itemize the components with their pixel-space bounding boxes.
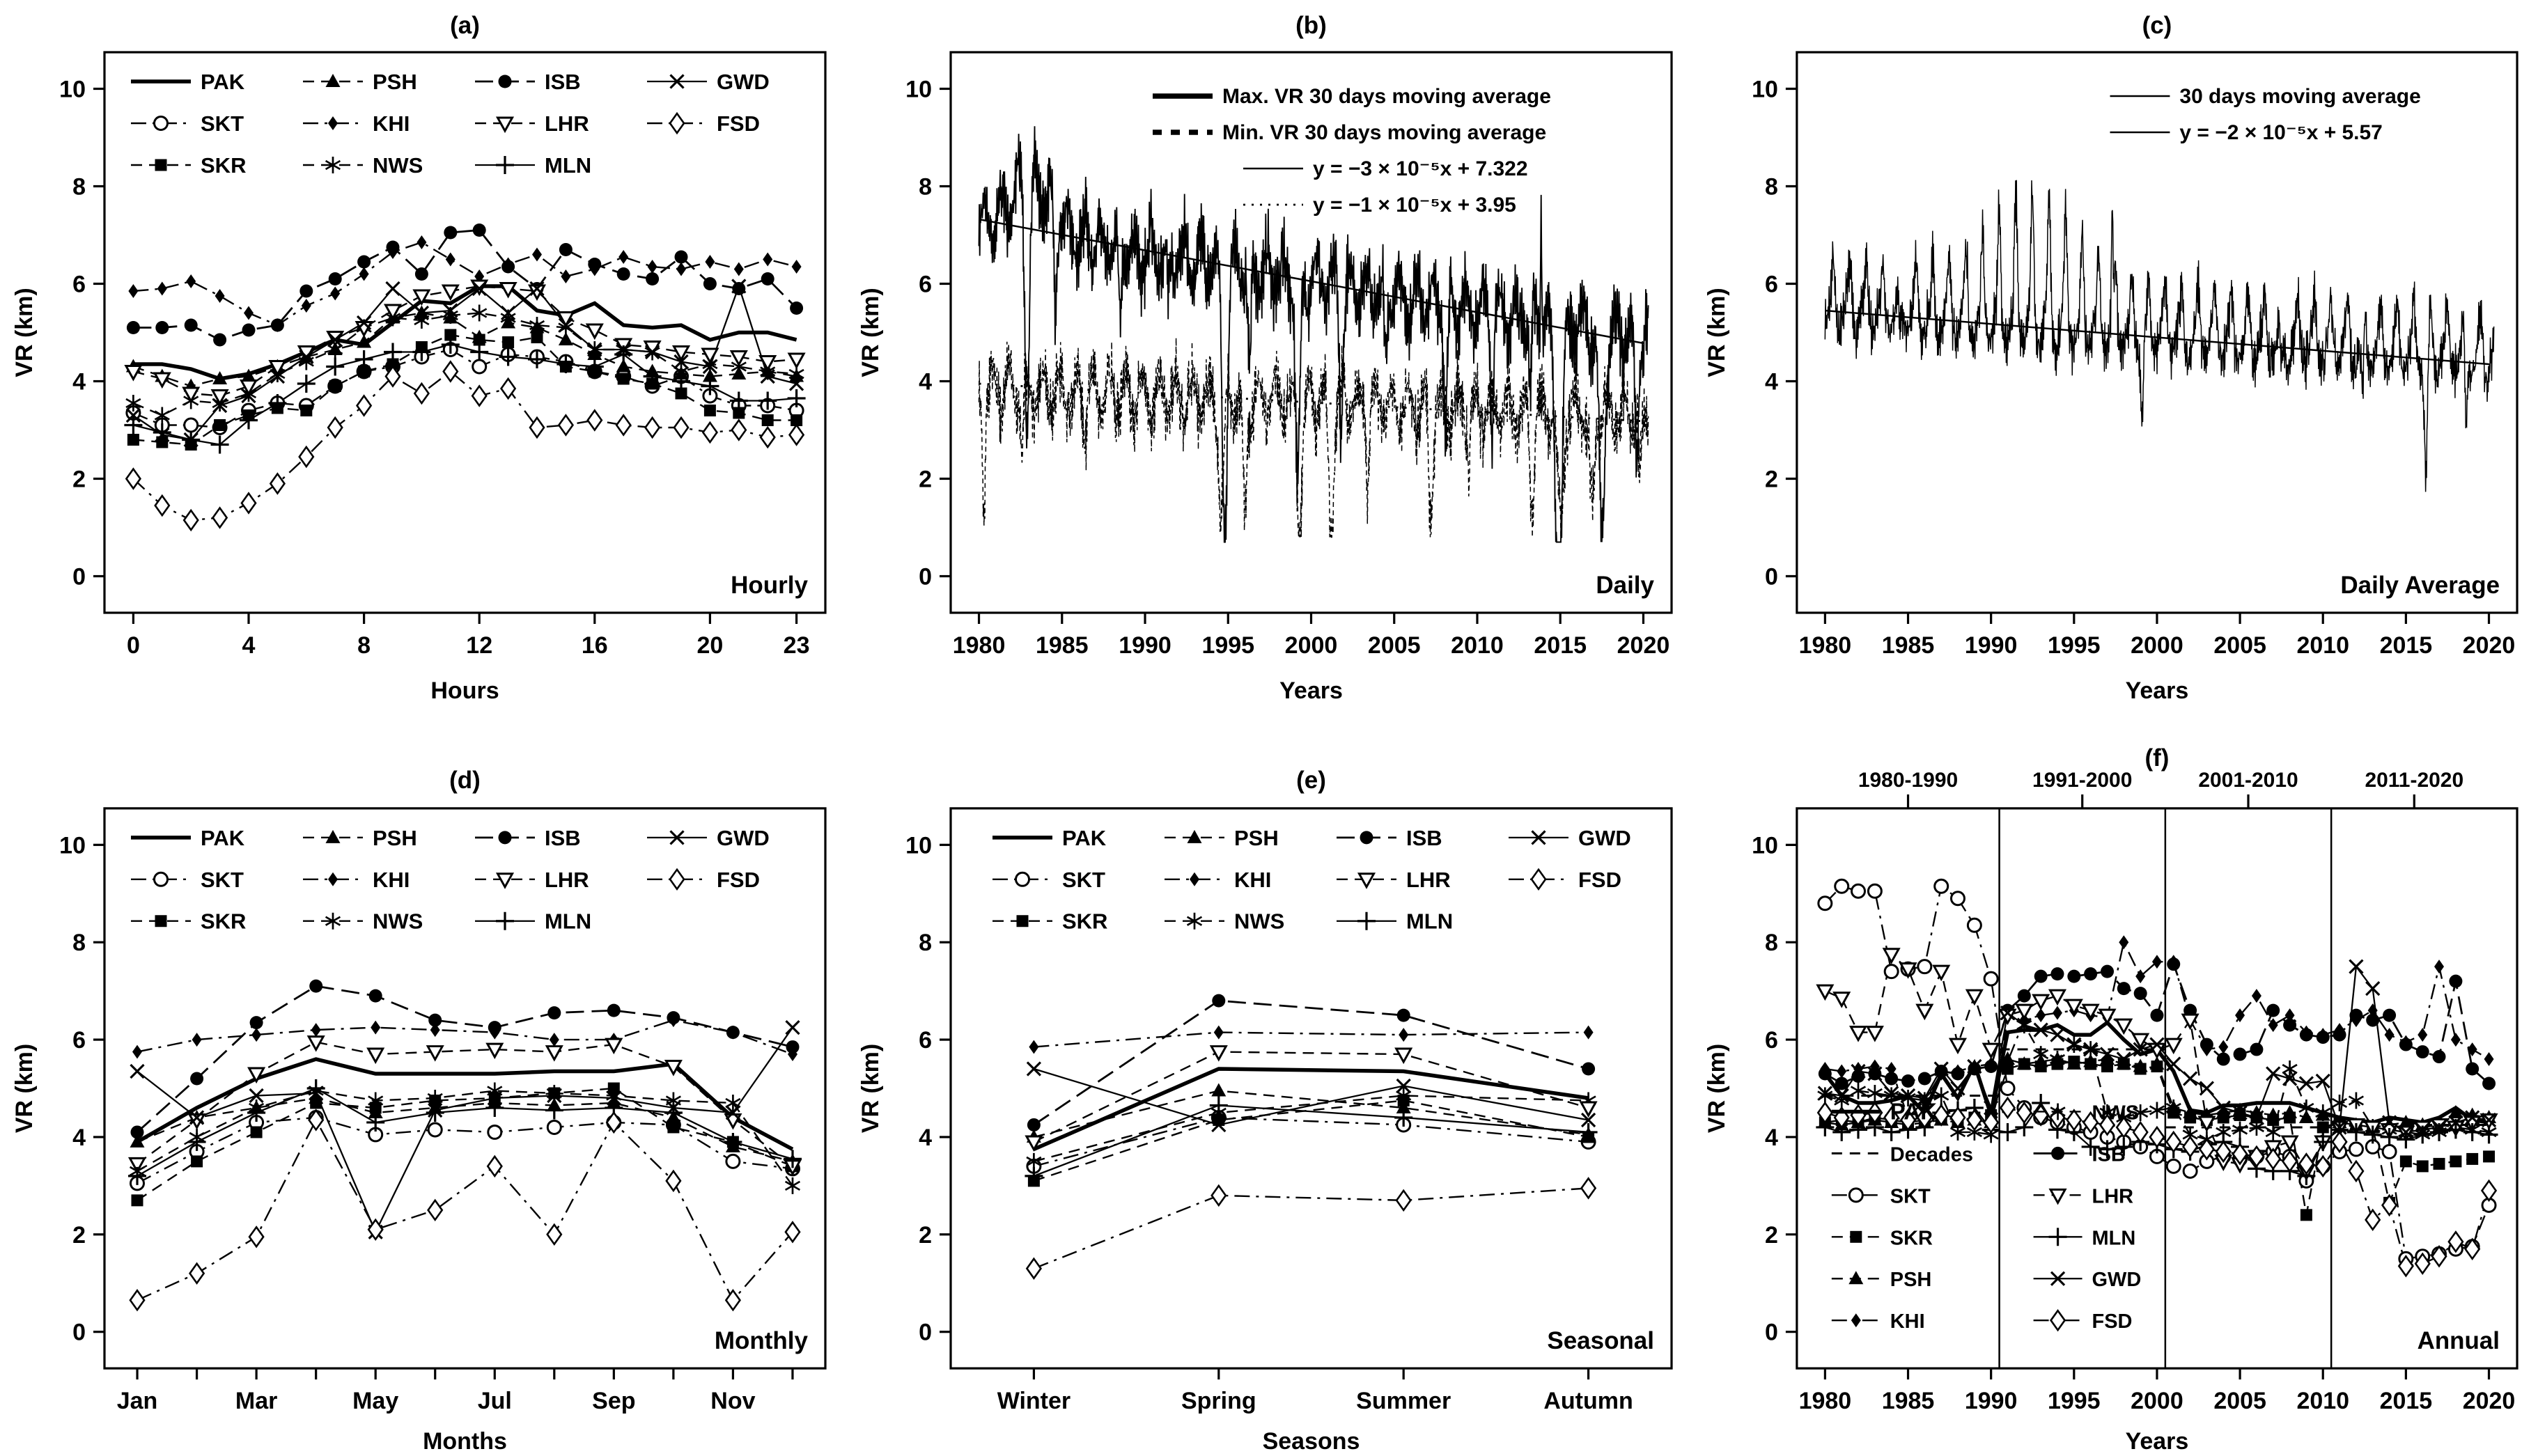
legend-item-PSH xyxy=(303,70,417,94)
legend-label: FSD xyxy=(717,111,760,136)
corner-label: Annual xyxy=(2417,1327,2500,1355)
y-tick-label: 10 xyxy=(1752,76,1778,103)
series-markers-NWS xyxy=(1027,1088,1596,1170)
legend-label: LHR xyxy=(1406,867,1451,892)
y-tick-label: 8 xyxy=(1765,173,1778,201)
legend-item-4 xyxy=(1243,194,1516,217)
x-tick-label: 2005 xyxy=(2213,632,2266,659)
x-tick-label: 2020 xyxy=(2462,632,2516,659)
series-line-PSH xyxy=(137,1098,793,1161)
y-tick-label: 2 xyxy=(1765,1221,1778,1248)
x-tick-label: Mar xyxy=(235,1388,278,1415)
plot-box xyxy=(104,808,825,1368)
noisy-series-min-vr-30day xyxy=(979,338,1649,537)
panel-title: (b) xyxy=(1295,12,1327,39)
legend-label: NWS xyxy=(373,909,423,934)
legend-label: GWD xyxy=(717,825,770,850)
panel-title: (d) xyxy=(449,766,481,794)
y-axis-label: VR (km) xyxy=(857,1043,885,1134)
y-tick-label: 6 xyxy=(919,1027,932,1054)
legend-item-1 xyxy=(1153,85,1551,108)
legend-item-SKR xyxy=(131,153,246,178)
legend-label: FSD xyxy=(2092,1310,2133,1333)
legend-item-NWS xyxy=(303,153,423,178)
decade-label: 2011-2020 xyxy=(2365,768,2464,792)
series-line-SKR xyxy=(133,335,796,445)
chart-monthly xyxy=(0,728,846,1456)
legend-item-Decades xyxy=(1832,1143,1973,1166)
series-line-MLN xyxy=(133,345,796,445)
legend-label: GWD xyxy=(717,70,770,94)
plot-box xyxy=(951,808,1672,1368)
legend-label: SKT xyxy=(1890,1185,1931,1208)
y-tick-label: 4 xyxy=(919,1124,932,1151)
y-tick-label: 10 xyxy=(905,832,932,859)
legend-item-2 xyxy=(1153,121,1546,144)
x-tick-label: Nov xyxy=(710,1388,756,1415)
decade-label: 1980-1990 xyxy=(1858,768,1959,792)
legend-item-1 xyxy=(2110,85,2421,108)
series-markers-SKT xyxy=(1027,1111,1595,1173)
legend-item-GWD xyxy=(2034,1269,2142,1291)
x-tick-label: 2000 xyxy=(2131,1388,2183,1415)
x-tick-label: 8 xyxy=(357,632,371,659)
legend-item-2 xyxy=(2110,121,2383,144)
legend-label: Min. VR 30 days moving average xyxy=(1222,121,1547,144)
y-axis-label: VR (km) xyxy=(857,288,884,377)
legend-label: GWD xyxy=(1578,825,1631,850)
legend-item-NWS xyxy=(1165,909,1284,934)
y-tick-label: 8 xyxy=(919,930,932,957)
legend-label: LHR xyxy=(545,111,589,136)
series-line-ISB xyxy=(133,230,796,340)
y-tick-label: 0 xyxy=(72,1319,86,1346)
legend-item-SKT xyxy=(992,868,1105,892)
legend-item-MLN xyxy=(475,153,591,178)
series-line-KHI xyxy=(1034,1033,1588,1047)
x-tick-label: 1995 xyxy=(2048,632,2101,659)
legend-item-MLN xyxy=(1337,909,1453,934)
y-tick-label: 8 xyxy=(72,173,86,201)
series-line-MLN xyxy=(1034,1105,1588,1175)
y-tick-label: 4 xyxy=(72,1124,86,1151)
x-tick-label: 2015 xyxy=(2379,1388,2433,1415)
x-tick-label: 1985 xyxy=(1881,1388,1935,1415)
legend-label: SKT xyxy=(1062,867,1105,892)
legend-item-3 xyxy=(1243,157,1528,180)
panel-c xyxy=(1692,0,2538,728)
series-markers-GWD xyxy=(127,280,803,447)
legend-item-PAK xyxy=(992,826,1107,850)
legend-label: MLN xyxy=(545,909,592,934)
series-markers-SKT xyxy=(127,343,803,435)
decade-label: 2001-2010 xyxy=(2198,768,2298,792)
x-tick-label: 4 xyxy=(242,632,256,659)
legend-item-NWS xyxy=(303,909,423,934)
x-tick-label: Summer xyxy=(1356,1388,1451,1415)
legend-item-LHR xyxy=(2034,1185,2134,1207)
legend-label: NWS xyxy=(2092,1102,2140,1125)
legend-label: ISB xyxy=(1406,825,1442,850)
corner-label: Hourly xyxy=(731,572,808,599)
corner-label: Daily xyxy=(1596,572,1654,599)
chart-daily-average xyxy=(1692,0,2538,728)
chart-seasonal xyxy=(846,728,1692,1456)
legend-label: NWS xyxy=(1234,909,1285,934)
legend-label: NWS xyxy=(373,153,423,178)
legend-item-GWD xyxy=(1509,826,1631,850)
x-tick-label: Spring xyxy=(1181,1388,1256,1415)
legend-label: KHI xyxy=(373,111,410,136)
legend-item-ISB xyxy=(475,70,581,94)
legend-item-SKT xyxy=(131,111,244,136)
legend-label: FSD xyxy=(1578,867,1621,892)
y-axis-label: VR (km) xyxy=(11,288,38,377)
legend-item-PSH xyxy=(1165,826,1279,850)
panel-title: (a) xyxy=(450,12,480,39)
legend-item-PAK xyxy=(131,826,245,850)
series-line-KHI xyxy=(137,1020,793,1054)
legend-label: PSH xyxy=(1890,1269,1932,1292)
y-tick-label: 4 xyxy=(919,368,932,396)
legend-label: FSD xyxy=(717,867,760,892)
series-line-GWD xyxy=(137,1028,793,1232)
x-tick-label: 1990 xyxy=(1119,632,1171,659)
x-axis-label: Seasons xyxy=(1262,1428,1360,1455)
x-tick-label: 1980 xyxy=(1798,1388,1852,1415)
legend-item-LHR xyxy=(475,111,589,136)
y-tick-label: 4 xyxy=(1765,1124,1778,1151)
legend-item-FSD xyxy=(1509,868,1621,892)
legend-item-LHR xyxy=(1337,868,1451,892)
y-tick-label: 6 xyxy=(72,271,86,298)
legend-item-SKT xyxy=(131,868,244,892)
x-tick-label: Jul xyxy=(477,1388,512,1415)
panel-f xyxy=(1692,728,2538,1456)
y-tick-label: 6 xyxy=(1765,271,1778,298)
legend-label: SKR xyxy=(1062,909,1108,934)
y-tick-label: 6 xyxy=(72,1027,86,1054)
series-line-MLN xyxy=(137,1088,793,1176)
y-tick-label: 2 xyxy=(919,1221,932,1248)
legend-label: PAK xyxy=(201,825,245,850)
legend-label: PSH xyxy=(373,825,417,850)
legend-item-FSD xyxy=(2034,1310,2133,1333)
series-line-FSD xyxy=(133,372,796,521)
y-tick-label: 6 xyxy=(1765,1027,1778,1054)
x-tick-label: Jan xyxy=(116,1388,158,1415)
x-tick-label: 1985 xyxy=(1035,632,1089,659)
legend-label: MLN xyxy=(545,153,592,178)
series-line-KHI xyxy=(133,242,796,325)
series-markers-ISB xyxy=(131,980,800,1139)
legend-item-SKR xyxy=(131,909,246,934)
legend-item-MLN xyxy=(2034,1227,2136,1249)
legend-label: GWD xyxy=(2092,1269,2142,1292)
series-line-LHR xyxy=(1034,1052,1588,1142)
x-tick-label: May xyxy=(352,1388,399,1415)
x-tick-label: 1980 xyxy=(952,632,1006,659)
panel-title: (c) xyxy=(2142,11,2172,40)
y-tick-label: 0 xyxy=(919,563,932,590)
legend-label: ISB xyxy=(545,825,581,850)
series-markers-SKT xyxy=(131,1111,800,1189)
y-axis-label: VR (km) xyxy=(1703,288,1730,377)
x-tick-label: 2005 xyxy=(1367,632,1421,659)
legend-label: Max. VR 30 days moving average xyxy=(1222,85,1551,108)
y-tick-label: 4 xyxy=(1765,368,1778,396)
y-tick-label: 2 xyxy=(1765,466,1778,493)
panel-e xyxy=(846,728,1692,1456)
x-tick-label: 16 xyxy=(581,632,608,659)
x-tick-label: 2010 xyxy=(1451,632,1504,659)
x-axis-label: Hours xyxy=(430,678,499,704)
y-tick-label: 0 xyxy=(919,1319,932,1346)
x-tick-label: 1995 xyxy=(2048,1388,2101,1415)
y-tick-label: 8 xyxy=(1765,930,1778,957)
legend-item-KHI xyxy=(303,111,410,136)
series-line-SKT xyxy=(133,350,796,428)
noisy-series-daily-average-30day xyxy=(1825,180,2493,492)
x-tick-label: Autumn xyxy=(1543,1388,1633,1415)
legend-label: Decades xyxy=(1890,1143,1973,1166)
legend-label: y = −2 × 10⁻⁵x + 5.57 xyxy=(2179,120,2383,145)
legend-item-LHR xyxy=(475,868,589,892)
legend-label: y = −3 × 10⁻⁵x + 7.322 xyxy=(1313,157,1528,180)
x-tick-label: 2015 xyxy=(1534,632,1587,659)
y-tick-label: 0 xyxy=(72,563,86,590)
legend-label: KHI xyxy=(1234,867,1272,892)
panel-d xyxy=(0,728,846,1456)
legend-label: 30 days moving average xyxy=(2179,84,2421,109)
x-axis-label: Years xyxy=(2125,1428,2189,1455)
x-tick-label: 2010 xyxy=(2296,632,2350,659)
legend-label: SKR xyxy=(201,153,247,178)
legend-item-KHI xyxy=(1832,1310,1925,1333)
x-tick-label: 1995 xyxy=(1201,632,1255,659)
decade-label: 1991-2000 xyxy=(2032,768,2133,792)
series-line-ISB xyxy=(1034,1001,1588,1125)
legend-item-PSH xyxy=(303,826,417,850)
legend-label: SKR xyxy=(1890,1227,1933,1250)
noisy-series-max-vr-30day xyxy=(979,126,1649,542)
legend-item-MLN xyxy=(475,909,591,934)
legend-label: LHR xyxy=(2092,1185,2134,1208)
legend-item-ISB xyxy=(475,826,581,850)
y-tick-label: 8 xyxy=(72,930,86,957)
x-tick-label: 12 xyxy=(466,632,493,659)
legend-item-GWD xyxy=(647,826,770,850)
series-markers-KHI xyxy=(1029,1026,1593,1054)
legend-label: MLN xyxy=(1406,909,1454,934)
x-tick-label: 2000 xyxy=(1284,632,1338,659)
y-tick-label: 10 xyxy=(1752,832,1778,859)
legend-item-FSD xyxy=(647,868,760,892)
legend-label: y = −1 × 10⁻⁵x + 3.95 xyxy=(1313,194,1516,217)
x-tick-label: 20 xyxy=(696,632,724,659)
y-tick-label: 4 xyxy=(72,368,86,396)
legend-item-PAK xyxy=(131,70,245,94)
legend-item-SKT xyxy=(1832,1185,1931,1207)
corner-label: Monthly xyxy=(714,1327,809,1355)
legend-label: ISB xyxy=(545,70,581,94)
x-axis-label: Years xyxy=(1279,678,1343,704)
x-tick-label: Winter xyxy=(997,1388,1071,1415)
legend-item-SKR xyxy=(1832,1227,1933,1249)
legend-label: PSH xyxy=(373,70,417,94)
y-tick-label: 8 xyxy=(919,173,932,201)
x-tick-label: 1990 xyxy=(1964,632,2018,659)
legend-item-ISB xyxy=(2034,1143,2126,1166)
legend-label: KHI xyxy=(373,867,410,892)
legend-item-KHI xyxy=(1165,868,1271,892)
x-tick-label: 2010 xyxy=(2296,1388,2350,1415)
series-line-LHR xyxy=(133,286,796,396)
legend-item-FSD xyxy=(647,111,760,136)
y-tick-label: 2 xyxy=(72,466,86,493)
corner-label: Daily Average xyxy=(2340,571,2500,600)
legend-label: MLN xyxy=(2092,1227,2136,1250)
y-tick-label: 10 xyxy=(59,832,86,859)
legend-label: PAK xyxy=(1062,825,1107,850)
y-tick-label: 6 xyxy=(919,271,932,298)
y-axis-label: VR (km) xyxy=(1703,1043,1730,1134)
legend-label: PAK xyxy=(1890,1098,1937,1125)
legend-item-GWD xyxy=(647,70,770,94)
y-tick-label: 0 xyxy=(1765,1319,1778,1346)
legend-label: PSH xyxy=(1234,825,1279,850)
legend-label: LHR xyxy=(545,867,589,892)
x-tick-label: 2015 xyxy=(2379,632,2433,659)
y-tick-label: 2 xyxy=(919,466,932,493)
x-tick-label: 2020 xyxy=(1617,632,1670,659)
series-line-PAK xyxy=(1034,1069,1588,1149)
legend-item-ISB xyxy=(1337,826,1442,850)
x-axis-label: Years xyxy=(2125,677,2189,705)
legend-item-PSH xyxy=(1832,1269,1932,1291)
panel-title: (e) xyxy=(1296,766,1326,794)
series-line-FSD xyxy=(137,1120,793,1300)
x-axis-label: Months xyxy=(423,1428,507,1455)
x-tick-label: 2020 xyxy=(2462,1388,2516,1415)
series-line-FSD xyxy=(1034,1188,1588,1268)
x-tick-label: Sep xyxy=(592,1388,636,1415)
x-tick-label: 2005 xyxy=(2213,1388,2266,1415)
legend-label: KHI xyxy=(1890,1310,1925,1333)
x-tick-label: 1985 xyxy=(1881,632,1935,659)
chart-annual xyxy=(1692,728,2538,1456)
plot-box xyxy=(104,52,825,613)
legend-label: SKT xyxy=(201,111,244,136)
series-markers-KHI xyxy=(128,235,801,332)
legend-label: SKR xyxy=(201,909,247,934)
panel-b xyxy=(846,0,1692,728)
y-tick-label: 10 xyxy=(905,76,932,103)
series-markers-GWD xyxy=(131,1021,800,1239)
y-tick-label: 0 xyxy=(1765,563,1778,590)
panel-title: (f) xyxy=(2144,744,2170,772)
y-axis-label: VR (km) xyxy=(10,1043,38,1134)
legend-label: ISB xyxy=(2092,1143,2126,1166)
legend-label: PAK xyxy=(201,70,245,94)
series-line-GWD xyxy=(133,286,796,440)
x-tick-label: 23 xyxy=(783,632,810,659)
chart-hourly xyxy=(0,0,846,728)
legend-item-SKR xyxy=(992,909,1107,934)
x-tick-label: 1990 xyxy=(1964,1388,2018,1415)
corner-label: Seasonal xyxy=(1547,1327,1654,1355)
legend-label: SKT xyxy=(201,867,244,892)
series-line-GWD xyxy=(1034,1069,1588,1125)
x-tick-label: 2000 xyxy=(2131,632,2183,659)
x-tick-label: 1980 xyxy=(1798,632,1852,659)
y-tick-label: 2 xyxy=(72,1221,86,1248)
x-tick-label: 0 xyxy=(126,632,140,659)
y-tick-label: 10 xyxy=(59,76,86,103)
chart-daily xyxy=(846,0,1692,728)
legend-item-KHI xyxy=(303,868,410,892)
panel-a xyxy=(0,0,846,728)
